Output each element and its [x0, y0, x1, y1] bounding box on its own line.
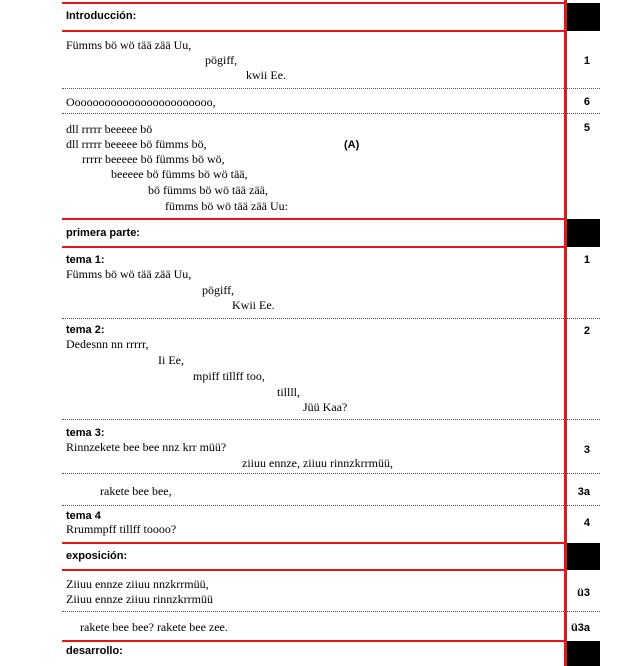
- text-line: Kwii Ee.: [232, 298, 275, 312]
- section-header-intro: [62, 3, 564, 31]
- section-title: Introducción:: [66, 10, 137, 22]
- text-line: tillll,: [277, 385, 301, 399]
- text-line: Ziiuu ennze ziiuu rinnzkrrmüü: [66, 592, 213, 606]
- dotted-rule: [62, 318, 600, 319]
- red-rule: [62, 569, 564, 571]
- text-line: Rinnzekete bee bee nnz krr müü?: [66, 440, 227, 454]
- red-rule: [62, 2, 564, 4]
- dotted-rule: [62, 419, 600, 420]
- section-number: 3: [583, 444, 590, 456]
- section-number: 5: [583, 122, 590, 134]
- section-title: desarrollo:: [66, 645, 123, 657]
- text-line: Dedesnn nn rrrrr,: [66, 337, 149, 351]
- black-block: [567, 3, 600, 31]
- dotted-rule: [62, 473, 600, 474]
- text-line: Fümms bö wö tää zää Uu,: [66, 38, 192, 52]
- tema-label: tema 1:: [66, 254, 105, 266]
- section-header-primera: [62, 219, 564, 247]
- text-line: mpiff tillff too,: [193, 369, 265, 383]
- tema-label: tema 3:: [66, 427, 105, 439]
- black-block: [567, 219, 600, 247]
- text-line: Oooooooooooooooooooooooo,: [66, 95, 216, 109]
- dotted-rule: [62, 611, 600, 612]
- text-line: rrrrr beeeee bö fümms bö wö,: [82, 152, 225, 166]
- section-header-desarrollo: [62, 641, 564, 666]
- black-block: [567, 543, 600, 570]
- text-line: pögiff,: [202, 283, 235, 297]
- section-header-exposicion: [62, 543, 564, 570]
- section-number: ü3a: [571, 622, 590, 634]
- red-rule: [62, 246, 564, 248]
- dotted-rule: [62, 88, 600, 89]
- text-line: Rrummpff tillff toooo?: [66, 522, 177, 536]
- tema-label: tema 4: [66, 510, 101, 522]
- text-line: dll rrrrr beeeee bö fümms bö,: [66, 137, 207, 151]
- section-title: primera parte:: [66, 227, 140, 239]
- text-line: bö fümms bö wö tää zää,: [148, 183, 268, 197]
- text-line: fümms bö wö tää zää Uu:: [165, 199, 288, 213]
- dotted-rule: [62, 113, 600, 114]
- text-line: Ii Ee,: [158, 353, 184, 367]
- red-rule: [62, 30, 564, 32]
- text-line: kwii Ee.: [246, 68, 286, 82]
- text-line: pögiff,: [205, 53, 238, 67]
- dotted-rule: [62, 505, 600, 506]
- section-number: 2: [583, 325, 590, 337]
- section-number: 1: [583, 254, 590, 266]
- text-line: Ziiuu ennze ziiuu nnzkrrmüü,: [66, 577, 209, 591]
- text-line: beeeee bö fümms bö wö tää,: [111, 167, 248, 181]
- black-block: [567, 641, 600, 666]
- section-number: 6: [583, 96, 590, 108]
- text-line: ziiuu ennze, ziiuu rinnzkrrmüü,: [242, 456, 393, 470]
- text-line: Jüü Kaa?: [303, 400, 348, 414]
- text-line: Fümms bö wö tää zää Uu,: [66, 267, 192, 281]
- section-number: 1: [583, 55, 590, 67]
- section-number: ü3: [577, 587, 590, 599]
- tema-label: tema 2:: [66, 324, 105, 336]
- text-line: rakete bee bee? rakete bee zee.: [80, 620, 228, 634]
- section-number: 4: [583, 517, 590, 529]
- section-title: exposición:: [66, 550, 128, 562]
- rehearsal-marker: (A): [344, 139, 360, 151]
- text-line: rakete bee bee,: [100, 484, 172, 498]
- text-line: dll rrrrr beeeee bö: [66, 122, 153, 136]
- section-number: 3a: [577, 486, 590, 498]
